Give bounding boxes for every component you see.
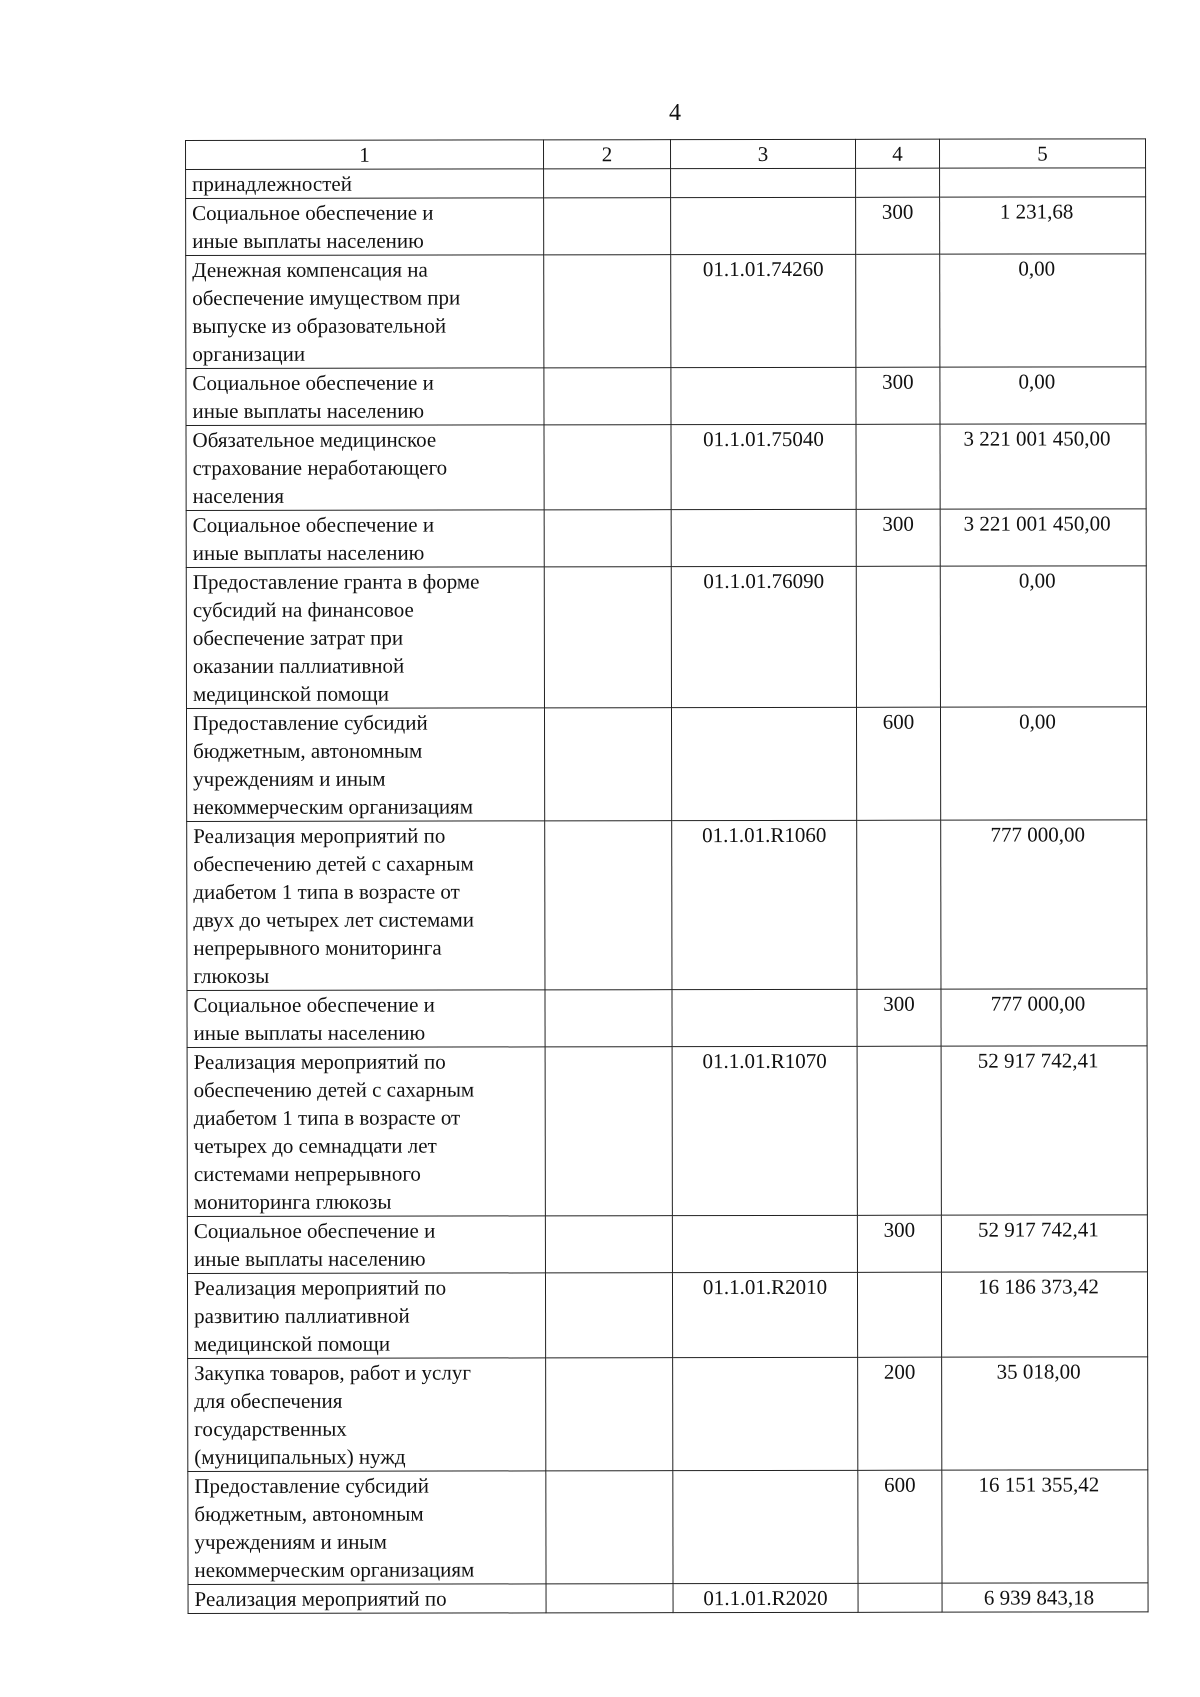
row-target-code-cell [673, 1357, 858, 1470]
budget-table [185, 138, 1149, 1614]
row-target-code-cell [673, 1470, 858, 1583]
row-expense-type-cell: 600 [856, 707, 940, 820]
table-row [186, 367, 1146, 426]
row-column-2-cell [545, 821, 672, 990]
row-column-2-cell [546, 1584, 673, 1613]
row-target-code-cell [672, 989, 857, 1046]
row-column-2-cell [545, 1273, 672, 1358]
row-name-cell: принадлежностей [186, 169, 544, 199]
row-amount-cell: 0,00 [940, 707, 1146, 820]
row-amount-cell: 777 000,00 [941, 820, 1147, 989]
row-target-code-cell [671, 509, 856, 566]
row-expense-type-cell [856, 168, 940, 197]
row-amount-cell: 16 151 355,42 [942, 1470, 1148, 1583]
row-target-code-cell: 01.1.01.R1060 [672, 820, 857, 989]
row-expense-type-cell: 300 [857, 989, 941, 1046]
row-expense-type-cell [858, 1583, 942, 1612]
row-expense-type-cell: 300 [856, 509, 940, 566]
row-column-2-cell [546, 1471, 673, 1584]
budget-table-container [185, 138, 1148, 1614]
row-name-cell: Денежная компенсация на обеспечение имуществом при выпуске из образовательной организации [186, 255, 544, 369]
row-amount-cell: 3 221 001 450,00 [940, 509, 1146, 566]
row-expense-type-cell: 300 [856, 197, 940, 254]
row-column-2-cell [544, 169, 671, 198]
table-row [186, 509, 1146, 568]
row-column-2-cell [545, 1047, 672, 1216]
table-row [187, 820, 1147, 991]
row-column-2-cell [544, 255, 671, 368]
row-expense-type-cell [856, 566, 940, 707]
row-amount-cell: 52 917 742,41 [941, 1215, 1147, 1272]
row-target-code-cell: 01.1.01.75040 [671, 424, 856, 509]
table-row [187, 989, 1147, 1048]
table-row [186, 424, 1146, 511]
row-target-code-cell [671, 707, 856, 820]
row-column-2-cell [544, 198, 671, 255]
row-column-2-cell [544, 425, 671, 510]
row-name-cell: Реализация мероприятий по развитию паллиативной медицинской помощи [187, 1273, 545, 1359]
row-target-code-cell [672, 1215, 857, 1272]
row-target-code-cell: 01.1.01.76090 [671, 566, 856, 707]
row-name-cell: Социальное обеспечение и иные выплаты населению [187, 990, 545, 1048]
row-amount-cell: 777 000,00 [941, 989, 1147, 1046]
row-expense-type-cell: 300 [857, 1215, 941, 1272]
row-name-cell: Предоставление гранта в форме субсидий на финансовое обеспечение затрат при оказании паллиативной медицинской помощи [186, 567, 544, 709]
row-column-2-cell [544, 567, 671, 708]
column-header-4: 4 [855, 139, 939, 168]
row-expense-type-cell [856, 254, 940, 367]
row-name-cell: Обязательное медицинское страхование неработающего населения [186, 425, 544, 511]
row-expense-type-cell [857, 820, 941, 989]
table-header-row [186, 139, 1146, 170]
row-column-2-cell [545, 1216, 672, 1273]
row-column-2-cell [546, 1358, 673, 1471]
row-amount-cell: 0,00 [940, 254, 1146, 367]
table-row [186, 707, 1146, 822]
row-column-2-cell [544, 368, 671, 425]
table-row [187, 1046, 1147, 1217]
budget-table-body [186, 139, 1149, 1614]
column-header-3: 3 [671, 139, 856, 168]
table-row [187, 1272, 1147, 1359]
table-row [188, 1357, 1148, 1472]
row-amount-cell: 0,00 [940, 566, 1146, 707]
column-header-5: 5 [939, 139, 1145, 168]
row-name-cell: Социальное обеспечение и иные выплаты населению [187, 1216, 545, 1274]
row-name-cell: Предоставление субсидий бюджетным, автономным учреждениям и иным некоммерческим организациям [186, 708, 544, 822]
row-target-code-cell [671, 197, 856, 254]
row-expense-type-cell [856, 424, 940, 509]
row-amount-cell: 3 221 001 450,00 [940, 424, 1146, 509]
row-expense-type-cell: 300 [856, 367, 940, 424]
column-header-1: 1 [186, 140, 544, 170]
row-target-code-cell: 01.1.01.74260 [671, 254, 856, 367]
row-target-code-cell [671, 367, 856, 424]
row-column-2-cell [545, 990, 672, 1047]
row-amount-cell: 1 231,68 [940, 197, 1146, 254]
row-name-cell: Социальное обеспечение и иные выплаты населению [186, 510, 544, 568]
row-amount-cell [940, 168, 1146, 197]
row-name-cell: Социальное обеспечение и иные выплаты населению [186, 198, 544, 256]
row-name-cell: Реализация мероприятий по [188, 1584, 546, 1614]
table-row [186, 254, 1146, 369]
row-expense-type-cell: 600 [858, 1470, 942, 1583]
row-amount-cell: 16 186 373,42 [941, 1272, 1147, 1357]
row-expense-type-cell [857, 1272, 941, 1357]
table-row [186, 168, 1146, 199]
row-target-code-cell: 01.1.01.R2020 [673, 1583, 858, 1612]
row-name-cell: Реализация мероприятий по обеспечению детей с сахарным диабетом 1 типа в возрасте от двух до четырех лет системами непрерывного мониторинга глюкозы [187, 821, 545, 991]
row-amount-cell: 0,00 [940, 367, 1146, 424]
table-row [188, 1583, 1148, 1614]
row-amount-cell: 35 018,00 [942, 1357, 1148, 1470]
row-name-cell: Социальное обеспечение и иные выплаты населению [186, 368, 544, 426]
table-row [186, 566, 1146, 709]
row-target-code-cell [671, 168, 856, 197]
row-name-cell: Реализация мероприятий по обеспечению детей с сахарным диабетом 1 типа в возрасте от четырех до семнадцати лет системами непрерывного мониторинга глюкозы [187, 1047, 545, 1217]
page-number: 4 [669, 100, 681, 126]
table-row [186, 197, 1146, 256]
row-target-code-cell: 01.1.01.R1070 [672, 1046, 857, 1215]
row-expense-type-cell [857, 1046, 941, 1215]
row-amount-cell: 6 939 843,18 [942, 1583, 1148, 1612]
row-name-cell: Предоставление субсидий бюджетным, автономным учреждениям и иным некоммерческим организациям [188, 1471, 546, 1585]
row-name-cell: Закупка товаров, работ и услуг для обеспечения государственных (муниципальных) нужд [188, 1358, 546, 1472]
row-expense-type-cell: 200 [858, 1357, 942, 1470]
row-column-2-cell [544, 708, 671, 821]
row-column-2-cell [544, 510, 671, 567]
table-row [188, 1470, 1148, 1585]
table-row [187, 1215, 1147, 1274]
row-amount-cell: 52 917 742,41 [941, 1046, 1147, 1215]
row-target-code-cell: 01.1.01.R2010 [672, 1272, 857, 1357]
column-header-2: 2 [544, 140, 671, 169]
